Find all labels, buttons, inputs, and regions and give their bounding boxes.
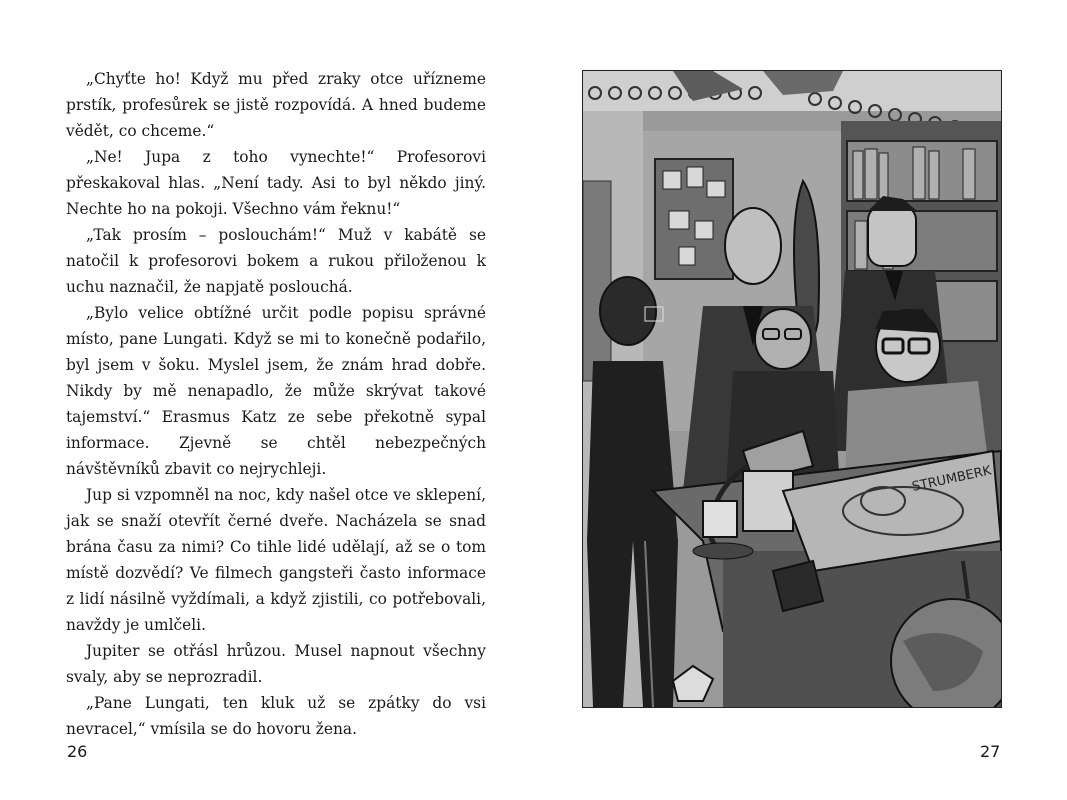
- illustration: [582, 70, 1002, 708]
- right-page: [533, 0, 1067, 800]
- page-number-right: 27: [980, 742, 1001, 761]
- paragraph: Jup si vzpomněl na noc, kdy našel otce ve sklepení, jak se snaží otevřít černé dveře. Nacházela se snad brána času za nimi? Co tihle lidé udělají, až se o tom místě dozvědí? Ve filmech gangsteři často informace z lidí násilně vyždímali, a když zjistili, co potřebovali, navždy je umlčeli.: [66, 486, 486, 634]
- left-page: [0, 0, 533, 800]
- paragraph: Jupiter se otřásl hrůzou. Musel napnout všechny svaly, aby se neprozradil.: [66, 642, 486, 686]
- body-text: [66, 66, 486, 742]
- page-number-left: 26: [67, 742, 88, 761]
- paragraph: „Bylo velice obtížné určit podle popisu správné místo, pane Lungati. Když se mi to konečně podařilo, byl jsem v šoku. Myslel jsem, že znám hrad dobře. Nikdy by mě nenapadlo, že může skrývat takové tajemství.“ Erasmus Katz ze sebe překotně sypal informace. Zjevně se chtěl nebezpečných návštěvníků zbavit co nejrychleji.: [66, 304, 486, 478]
- paragraph: „Pane Lungati, ten kluk už se zpátky do vsi nevracel,“ vmísila se do hovoru žena.: [66, 694, 486, 738]
- paragraph: „Ne! Jupa z toho vynechte!“ Profesorovi přeskakoval hlas. „Není tady. Asi to byl někdo jiný. Nechte ho na pokoji. Všechno vám řeknu!“: [66, 148, 486, 218]
- paragraph: „Tak prosím – poslouchám!“ Muž v kabátě se natočil k profesorovi bokem a rukou přiloženou k uchu naznačil, že napjatě poslouchá.: [66, 226, 486, 296]
- map-label: STRUMBERK: [910, 463, 993, 495]
- paragraph: „Chyťte ho! Když mu před zraky otce uřízneme prstík, profesůrek se jistě rozpovídá. A hned budeme vědět, co chceme.“: [66, 70, 486, 140]
